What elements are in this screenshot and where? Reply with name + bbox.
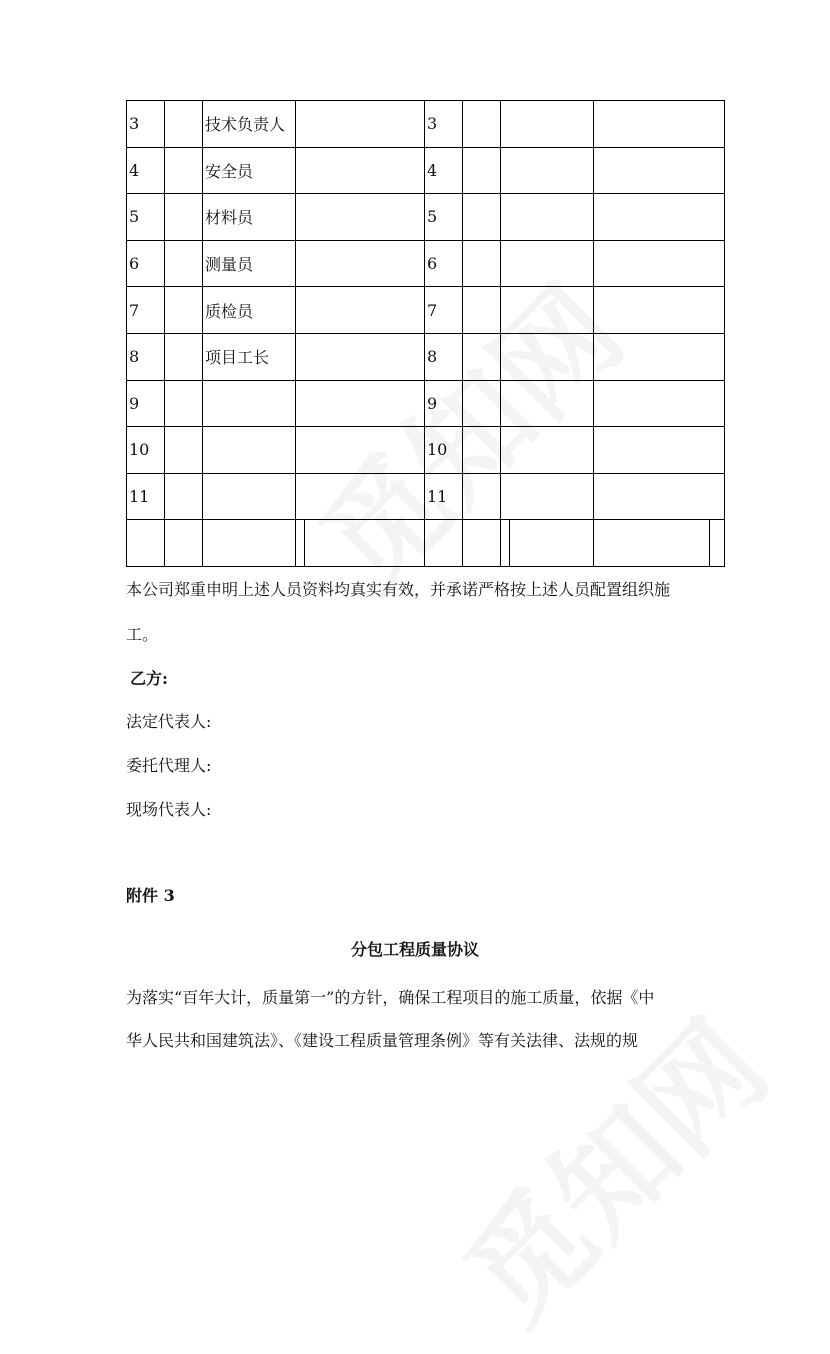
- empty-cell: [501, 520, 594, 567]
- empty-cell: [165, 473, 203, 520]
- empty-cell: [501, 147, 594, 194]
- left-number-cell: 6: [127, 240, 165, 287]
- empty-cell: [501, 427, 594, 474]
- right-number-cell: 11: [425, 473, 463, 520]
- empty-cell: [463, 427, 501, 474]
- empty-cell: [165, 101, 203, 148]
- empty-cell: [296, 380, 425, 427]
- declaration-line-1: 本公司郑重申明上述人员资料均真实有效，并承诺严格按上述人员配置组织施: [126, 580, 671, 599]
- declaration-line-2: 工。: [126, 625, 159, 644]
- role-cell: 项目工长: [203, 333, 296, 380]
- left-number-cell: 4: [127, 147, 165, 194]
- left-number-cell: 11: [127, 473, 165, 520]
- right-number-cell: 9: [425, 380, 463, 427]
- document-title: 分包工程质量协议: [350, 940, 479, 959]
- empty-cell: [594, 287, 725, 334]
- authorized-agent: 委托代理人:: [126, 756, 212, 775]
- right-number-cell: 5: [425, 194, 463, 241]
- empty-cell: [594, 520, 725, 567]
- table-row: [127, 520, 725, 567]
- table-row: [127, 147, 725, 194]
- empty-cell: [463, 520, 501, 567]
- empty-cell: [501, 473, 594, 520]
- left-number-cell: 10: [127, 427, 165, 474]
- empty-cell: [165, 194, 203, 241]
- table-row: [127, 194, 725, 241]
- role-cell: 安全员: [203, 147, 296, 194]
- right-number-cell: 7: [425, 287, 463, 334]
- empty-cell: [501, 380, 594, 427]
- empty-cell: [463, 380, 501, 427]
- empty-cell: [296, 333, 425, 380]
- empty-cell: [594, 194, 725, 241]
- role-cell: [203, 380, 296, 427]
- empty-cell: [594, 147, 725, 194]
- empty-cell: [296, 427, 425, 474]
- right-number-cell: 6: [425, 240, 463, 287]
- staff-table: [126, 100, 725, 567]
- empty-cell: [165, 147, 203, 194]
- right-number-cell: 8: [425, 333, 463, 380]
- body-line-2: 华人民共和国建筑法》、《建设工程质量管理条例》等有关法律、法规的规: [126, 1031, 639, 1050]
- table-row: [127, 473, 725, 520]
- empty-cell: [463, 194, 501, 241]
- empty-cell: [203, 520, 296, 567]
- role-cell: 测量员: [203, 240, 296, 287]
- empty-cell: [127, 520, 165, 567]
- right-number-cell: 3: [425, 101, 463, 148]
- empty-cell: [165, 240, 203, 287]
- empty-cell: [296, 287, 425, 334]
- legal-representative: 法定代表人:: [126, 712, 212, 731]
- empty-cell: [165, 380, 203, 427]
- left-number-cell: 7: [127, 287, 165, 334]
- table-row: [127, 101, 725, 148]
- empty-cell: [594, 473, 725, 520]
- role-cell: 技术负责人: [203, 101, 296, 148]
- empty-cell: [165, 520, 203, 567]
- empty-cell: [594, 101, 725, 148]
- empty-cell: [501, 333, 594, 380]
- right-number-cell: 10: [425, 427, 463, 474]
- empty-cell: [463, 473, 501, 520]
- table-row: [127, 240, 725, 287]
- empty-cell: [594, 240, 725, 287]
- left-number-cell: 5: [127, 194, 165, 241]
- empty-cell: [296, 240, 425, 287]
- empty-cell: [296, 473, 425, 520]
- role-cell: [203, 473, 296, 520]
- empty-cell: [425, 520, 463, 567]
- empty-cell: [165, 287, 203, 334]
- empty-cell: [463, 240, 501, 287]
- left-number-cell: 3: [127, 101, 165, 148]
- empty-cell: [463, 101, 501, 148]
- empty-cell: [165, 333, 203, 380]
- empty-cell: [501, 240, 594, 287]
- left-number-cell: 8: [127, 333, 165, 380]
- role-cell: 质检员: [203, 287, 296, 334]
- annex-heading: 附件 3: [126, 886, 175, 905]
- left-number-cell: 9: [127, 380, 165, 427]
- empty-cell: [296, 101, 425, 148]
- table-row: [127, 380, 725, 427]
- role-cell: 材料员: [203, 194, 296, 241]
- empty-cell: [463, 287, 501, 334]
- right-number-cell: 4: [425, 147, 463, 194]
- empty-cell: [501, 194, 594, 241]
- role-cell: [203, 427, 296, 474]
- empty-cell: [463, 333, 501, 380]
- table-row: [127, 287, 725, 334]
- empty-cell: [501, 287, 594, 334]
- empty-cell: [296, 520, 425, 567]
- body-line-1: 为落实“百年大计，质量第一”的方针，确保工程项目的施工质量，依据《中: [126, 988, 655, 1007]
- empty-cell: [594, 427, 725, 474]
- empty-cell: [594, 380, 725, 427]
- empty-cell: [501, 101, 594, 148]
- empty-cell: [296, 147, 425, 194]
- table-row: [127, 427, 725, 474]
- empty-cell: [296, 194, 425, 241]
- empty-cell: [165, 427, 203, 474]
- site-representative: 现场代表人:: [126, 800, 212, 819]
- party-label: 乙方:: [130, 669, 168, 688]
- empty-cell: [463, 147, 501, 194]
- table-row: [127, 333, 725, 380]
- empty-cell: [594, 333, 725, 380]
